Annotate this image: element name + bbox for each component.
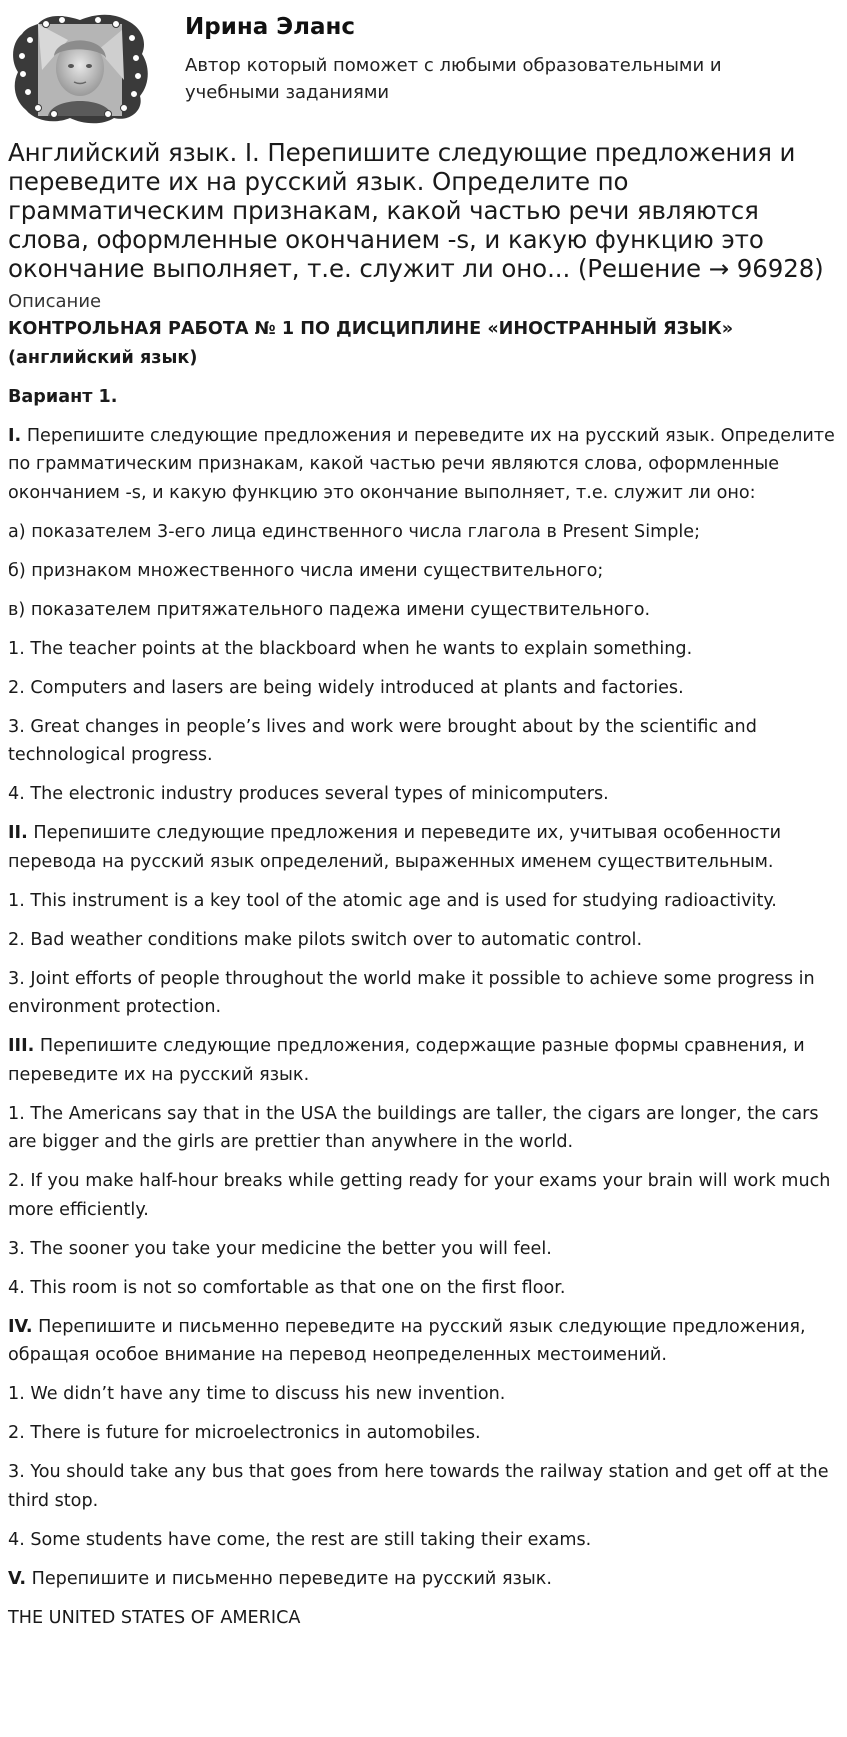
task-3-sentence: 1. The Americans say that in the USA the buildings are taller, the cigars are longer, the cars are bigger and the girls are prettier than anywhere in the world. bbox=[8, 1103, 819, 1152]
author-avatar[interactable] bbox=[8, 10, 153, 126]
task-2-sentence: 1. This instrument is a key tool of the atomic age and is used for studying radioactivity. bbox=[8, 890, 777, 911]
task-3-instruction bbox=[8, 1032, 838, 1089]
task-1-text: Перепишите следующие предложения и переведите их на русский язык. Определите по грамматическим признакам, какой частью речи являются слова, оформленные окончанием -s, и какую функцию это окончание выполняет, т.е. служит ли оно: bbox=[8, 425, 835, 503]
task-1-sentence: 2. Computers and lasers are being widely introduced at plants and factories. bbox=[8, 677, 684, 698]
author-name[interactable]: Ирина Эланс bbox=[185, 14, 356, 40]
task-2-text: Перепишите следующие предложения и переведите их, учитывая особенности перевода на русский язык определений, выраженных именем существительным. bbox=[8, 823, 782, 872]
task-1-sentence: 4. The electronic industry produces several types of minicomputers. bbox=[8, 784, 609, 804]
task-4-text: Перепишите и письменно переведите на русский язык следующие предложения, обращая особое внимание на перевод неопределенных местоимений. bbox=[8, 1316, 806, 1365]
task-4-sentence: 2. There is future for microelectronics in automobiles. bbox=[8, 1423, 481, 1443]
text-title-line: THE UNITED STATES OF AMERICA bbox=[8, 1607, 301, 1628]
task-2-sentence: 3. Joint efforts of people throughout the world make it possible to achieve some progress in environment protection. bbox=[8, 968, 815, 1017]
task-1-instruction bbox=[8, 422, 838, 508]
page bbox=[8, 0, 838, 1643]
task-5-text: Перепишите и письменно переведите на русский язык. bbox=[26, 1568, 552, 1589]
author-description: Автор который поможет с любыми образовательными и учебными заданиями bbox=[185, 55, 722, 103]
task-1-option: в) показателем притяжательного падежа имени существительного. bbox=[8, 599, 651, 620]
task-2-number: II. bbox=[8, 823, 28, 843]
task-3-sentence: 3. The sooner you take your medicine the better you will feel. bbox=[8, 1238, 552, 1259]
task-3-number: III. bbox=[8, 1036, 35, 1056]
page-title: Английский язык. I. Перепишите следующие предложения и переведите их на русский язык. Определите по грамматическим признакам, какой частью речи являются слова, оформленные окончанием -s, и какую функцию это окончание выполняет, т.е. служит ли оно... (Решение → 96928) bbox=[8, 138, 824, 283]
task-1-option: б) признаком множественного числа имени существительного; bbox=[8, 560, 604, 581]
task-4-instruction bbox=[8, 1313, 838, 1370]
task-1-number: I. bbox=[8, 425, 22, 446]
task-4-sentence: 1. We didn’t have any time to discuss his new invention. bbox=[8, 1384, 506, 1404]
task-3-sentence: 2. If you make half-hour breaks while getting ready for your exams your brain will work much more efficiently. bbox=[8, 1171, 831, 1220]
task-3-text: Перепишите следующие предложения, содержащие разные формы сравнения, и переведите их на русский язык. bbox=[8, 1036, 805, 1085]
task-2-instruction bbox=[8, 819, 838, 876]
task-1-sentence: 3. Great changes in people’s lives and work were brought about by the scientific and technological progress. bbox=[8, 716, 757, 765]
variant-label: Вариант 1. bbox=[8, 386, 118, 407]
task-5-instruction bbox=[8, 1565, 838, 1594]
task-1-option: а) показателем 3-его лица единственного числа глагола в Present Simple; bbox=[8, 521, 701, 542]
task-2-sentence: 2. Bad weather conditions make pilots switch over to automatic control. bbox=[8, 929, 643, 950]
task-4-sentence: 3. You should take any bus that goes from here towards the railway station and get off at the third stop. bbox=[8, 1462, 829, 1511]
task-5-number: V. bbox=[8, 1568, 27, 1589]
task-1-sentence: 1. The teacher points at the blackboard when he wants to explain something. bbox=[8, 638, 693, 659]
task-3-sentence: 4. This room is not so comfortable as that one on the first floor. bbox=[8, 1277, 566, 1298]
task-4-sentence: 4. Some students have come, the rest are still taking their exams. bbox=[8, 1529, 592, 1550]
author-card bbox=[8, 0, 838, 138]
description-label: Описание bbox=[8, 291, 102, 312]
description-content bbox=[8, 315, 838, 1632]
task-4-number: IV. bbox=[8, 1316, 33, 1337]
content-heading: КОНТРОЛЬНАЯ РАБОТА № 1 ПО ДИСЦИПЛИНЕ «ИНОСТРАННЫЙ ЯЗЫК» (английский язык) bbox=[8, 319, 734, 368]
